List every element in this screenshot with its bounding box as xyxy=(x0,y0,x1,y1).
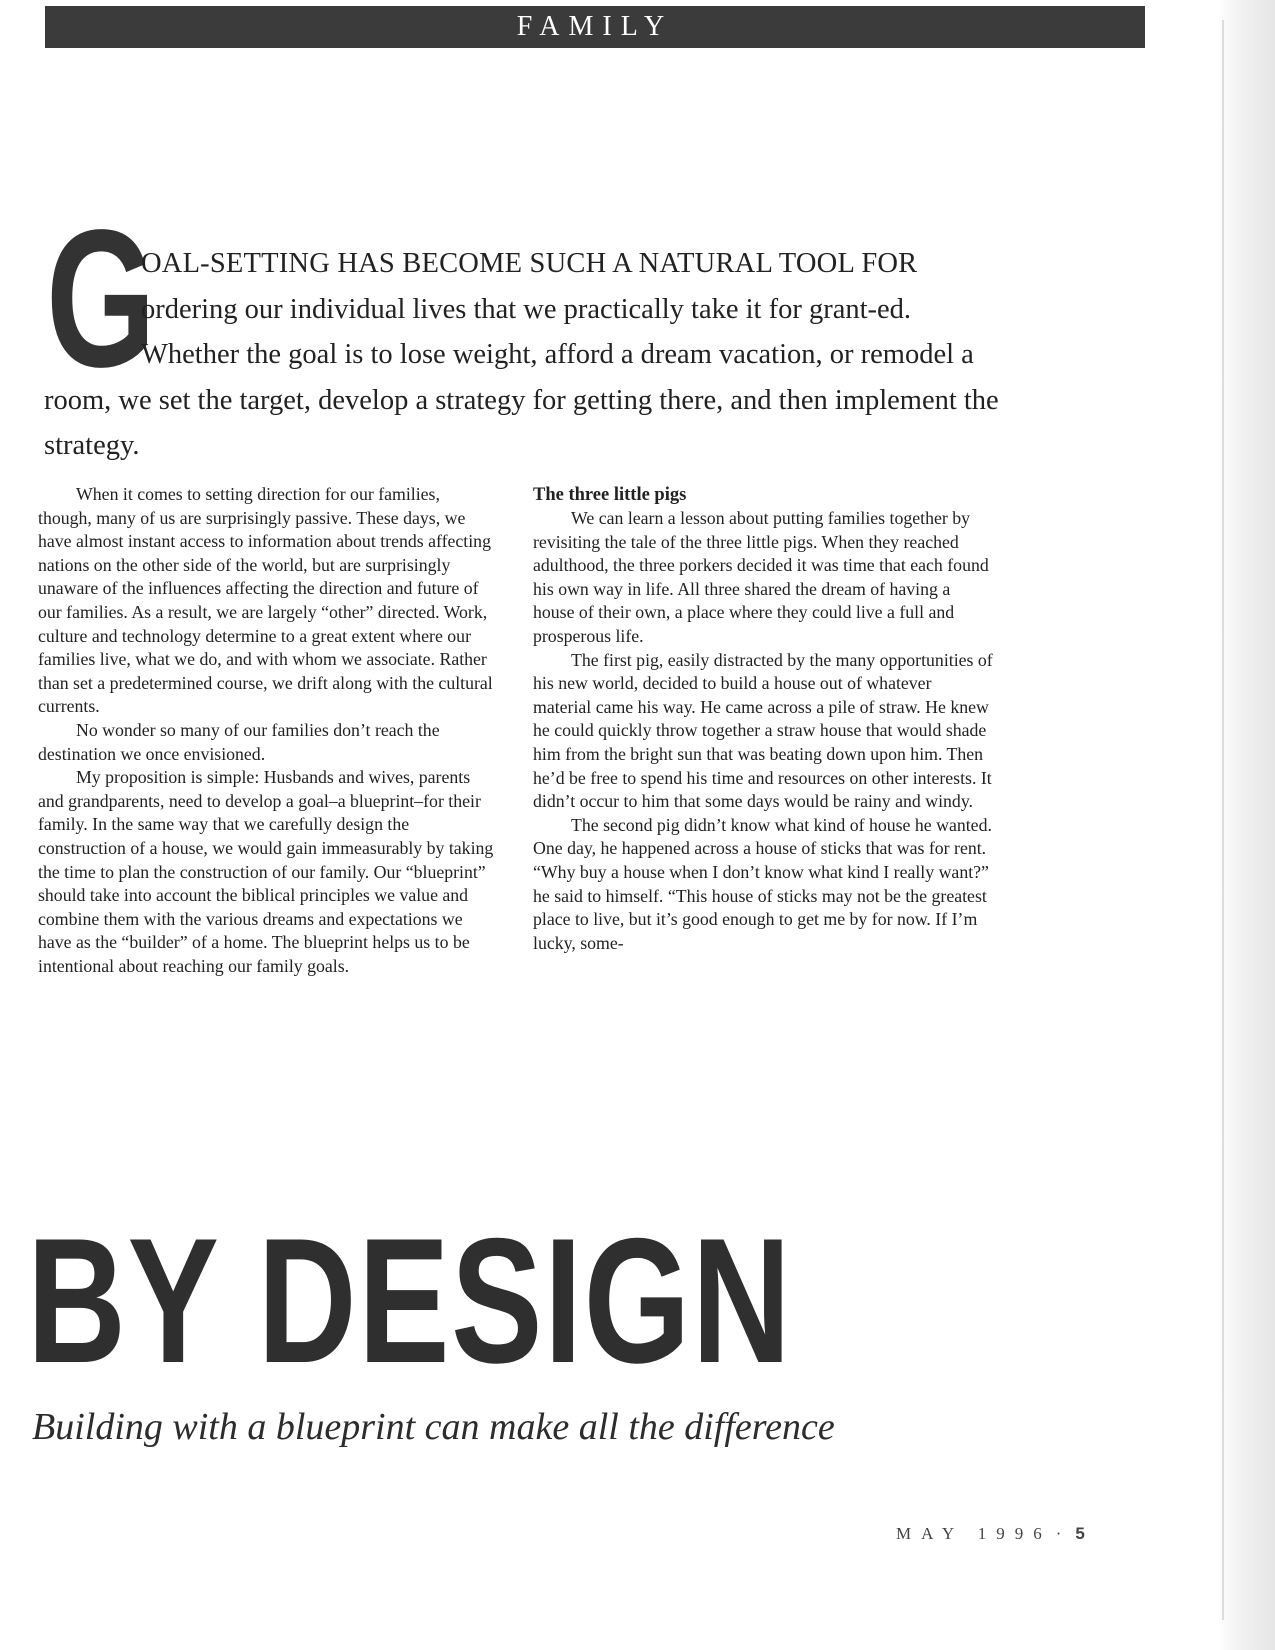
body-column-left xyxy=(38,483,498,978)
body-paragraph: We can learn a lesson about putting families together by revisiting the tale of the three little pigs. When they reached adulthood, the three porkers decided it was time that each found his own way in life. All three shared the dream of having a house of their own, a place where they could live a full and prosperous life. xyxy=(533,508,989,646)
column-subheading: The three little pigs xyxy=(533,485,687,505)
body-paragraph: No wonder so many of our families don’t reach the destination we once envisioned. xyxy=(38,719,440,764)
section-header-bar xyxy=(45,6,1145,48)
issue-date: MAY 1996 xyxy=(896,1524,1052,1543)
page-edge-line xyxy=(1222,20,1224,1620)
lead-paragraph xyxy=(44,241,1004,469)
drop-cap-space xyxy=(44,241,141,369)
body-paragraph: The second pig didn’t know what kind of house he wanted. One day, he happened across a house of sticks that was for rent. “Why buy a house when I don’t know what kind I really want?” he said to himself. “This house of sticks may not be the greatest place to live, but it’s good enough to get me by for now. If I’m lucky, some- xyxy=(533,814,992,953)
article-subheadline: Building with a blueprint can make all the difference xyxy=(32,1406,835,1448)
lead-caps-text: OAL-SETTING HAS BECOME SUCH A NATURAL TOOL FOR xyxy=(141,248,918,279)
page-footer xyxy=(896,1524,1146,1550)
article-headline: BY DESIGN xyxy=(27,1201,793,1400)
body-paragraph: My proposition is simple: Husbands and wives, parents and grandparents, need to develop a goal–a blueprint–for their family. In the same way that we carefully design the construction of a house, we would gain immeasurably by taking the time to plan the construction of our family. Our “blueprint” should take into account the biblical principles we value and combine them with the various dreams and expectations we have as the “builder” of a home. The blueprint helps us to be intentional about reaching our family goals. xyxy=(38,767,494,976)
drop-cap: G xyxy=(46,189,153,408)
body-paragraph: The first pig, easily distracted by the many opportunities of his new world, decided to build a house out of whatever material came his way. He came across a pile of straw. He knew he could quickly throw together a straw house that would shade him from the bright sun that was beating down upon him. Then he’d be free to spend his time and resources on other interests. It didn’t occur to him that some days would be rainy and windy. xyxy=(533,649,993,812)
body-column-right xyxy=(533,483,993,955)
page-number: 5 xyxy=(1075,1524,1085,1543)
page-edge-shadow xyxy=(1218,0,1275,1650)
section-label: FAMILY xyxy=(516,11,674,42)
body-paragraph: When it comes to setting direction for our families, though, many of us are surprisingly passive. These days, we have almost instant access to information about trends affecting nations on the other side of the world, but are surprisingly unaware of the influences affecting the direction and future of our families. As a result, we are largely “other” directed. Work, culture and technology determine to a great extent where our families live, what we do, and with whom we associate. Rather than set a predetermined course, we drift along with the cultural currents. xyxy=(38,484,493,717)
lead-body-text: ordering our individual lives that we practically take it for grant-ed. Whether the goal is to lose weight, afford a dream vacation, or remodel a room, we set the target, develop a strategy for getting there, and then implement the strategy. xyxy=(44,293,999,461)
footer-separator: · xyxy=(1055,1524,1062,1543)
